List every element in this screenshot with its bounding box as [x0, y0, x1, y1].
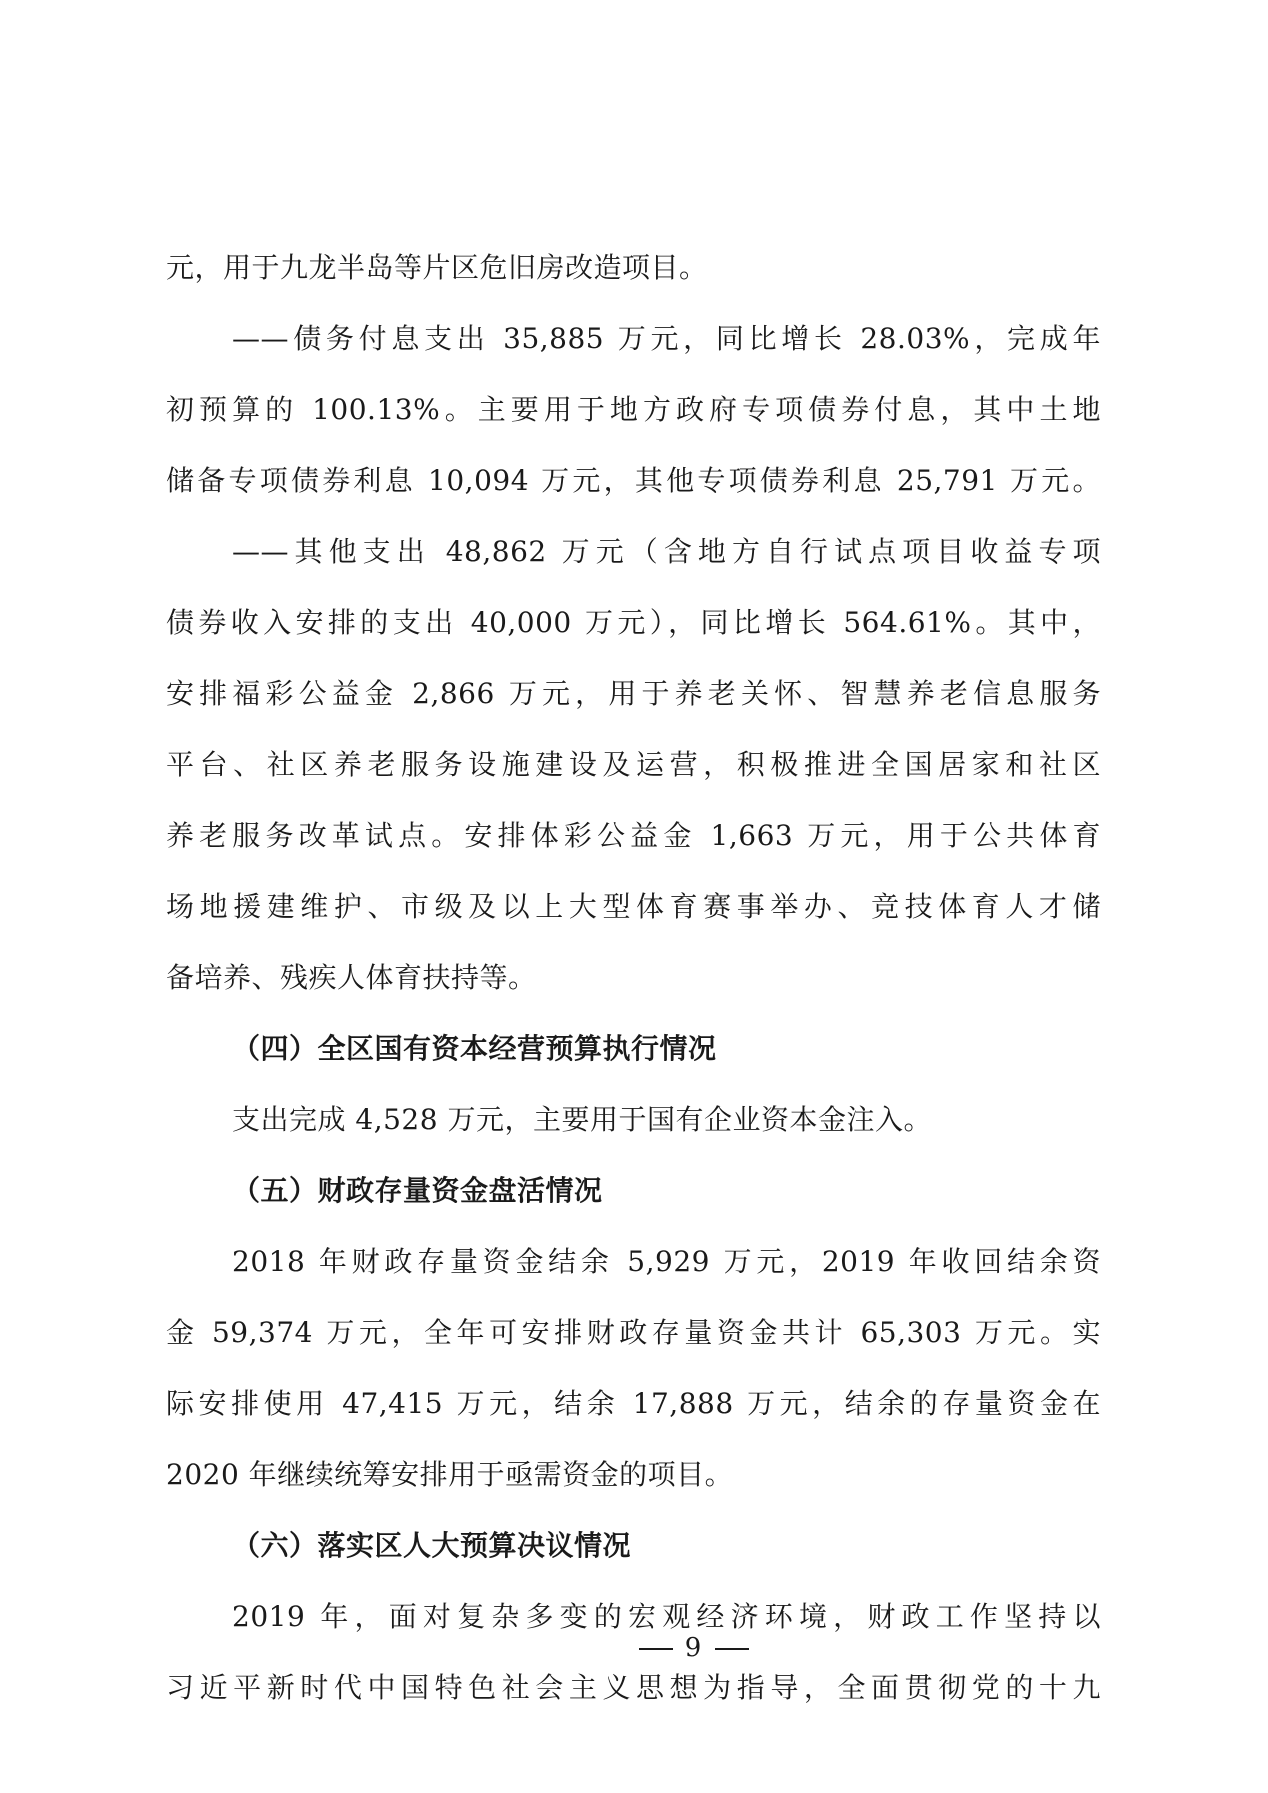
paragraph-line: 场地援建维护、市级及以上大型体育赛事举办、竞技体育人才储	[166, 890, 1101, 923]
paragraph-line: 初预算的 100.13%。主要用于地方政府专项债券付息，其中土地	[166, 393, 1101, 426]
paragraph-line: 际安排使用 47,415 万元，结余 17,888 万元，结余的存量资金在	[166, 1387, 1101, 1420]
paragraph-line: 2020 年继续统筹安排用于亟需资金的项目。	[166, 1458, 734, 1491]
section-heading: （五）财政存量资金盘活情况	[232, 1174, 603, 1207]
section-heading: （四）全区国有资本经营预算执行情况	[232, 1032, 717, 1065]
page-number-footer	[0, 1633, 1268, 1663]
paragraph-line: 平台、社区养老服务设施建设及运营，积极推进全国居家和社区	[166, 748, 1101, 781]
paragraph-line: 储备专项债券利息 10,094 万元，其他专项债券利息 25,791 万元。	[166, 464, 1101, 497]
section-heading: （六）落实区人大预算决议情况	[232, 1529, 632, 1562]
right-dash	[715, 1648, 749, 1650]
paragraph-line: ——其他支出 48,862 万元（含地方自行试点项目收益专项	[232, 535, 1101, 568]
paragraph-line: 安排福彩公益金 2,866 万元，用于养老关怀、智慧养老信息服务	[166, 677, 1101, 710]
paragraph-line: ——债务付息支出 35,885 万元，同比增长 28.03%，完成年	[232, 322, 1101, 355]
paragraph-line: 债券收入安排的支出 40,000 万元），同比增长 564.61%。其中，	[166, 606, 1101, 639]
paragraph-line: 元，用于九龙半岛等片区危旧房改造项目。	[166, 251, 708, 284]
paragraph-line: 2018 年财政存量资金结余 5,929 万元，2019 年收回结余资	[232, 1245, 1101, 1278]
page-number: 9	[684, 1633, 704, 1663]
paragraph-line: 养老服务改革试点。安排体彩公益金 1,663 万元，用于公共体育	[166, 819, 1101, 852]
paragraph-line: 支出完成 4,528 万元，主要用于国有企业资本金注入。	[232, 1103, 932, 1136]
body-text	[166, 232, 1101, 1723]
paragraph-line: 习近平新时代中国特色社会主义思想为指导，全面贯彻党的十九	[166, 1671, 1101, 1704]
left-dash	[639, 1648, 673, 1650]
paragraph-line: 2019 年，面对复杂多变的宏观经济环境，财政工作坚持以	[232, 1600, 1101, 1633]
paragraph-line: 备培养、残疾人体育扶持等。	[166, 961, 537, 994]
paragraph-line: 金 59,374 万元，全年可安排财政存量资金共计 65,303 万元。实	[166, 1316, 1101, 1349]
